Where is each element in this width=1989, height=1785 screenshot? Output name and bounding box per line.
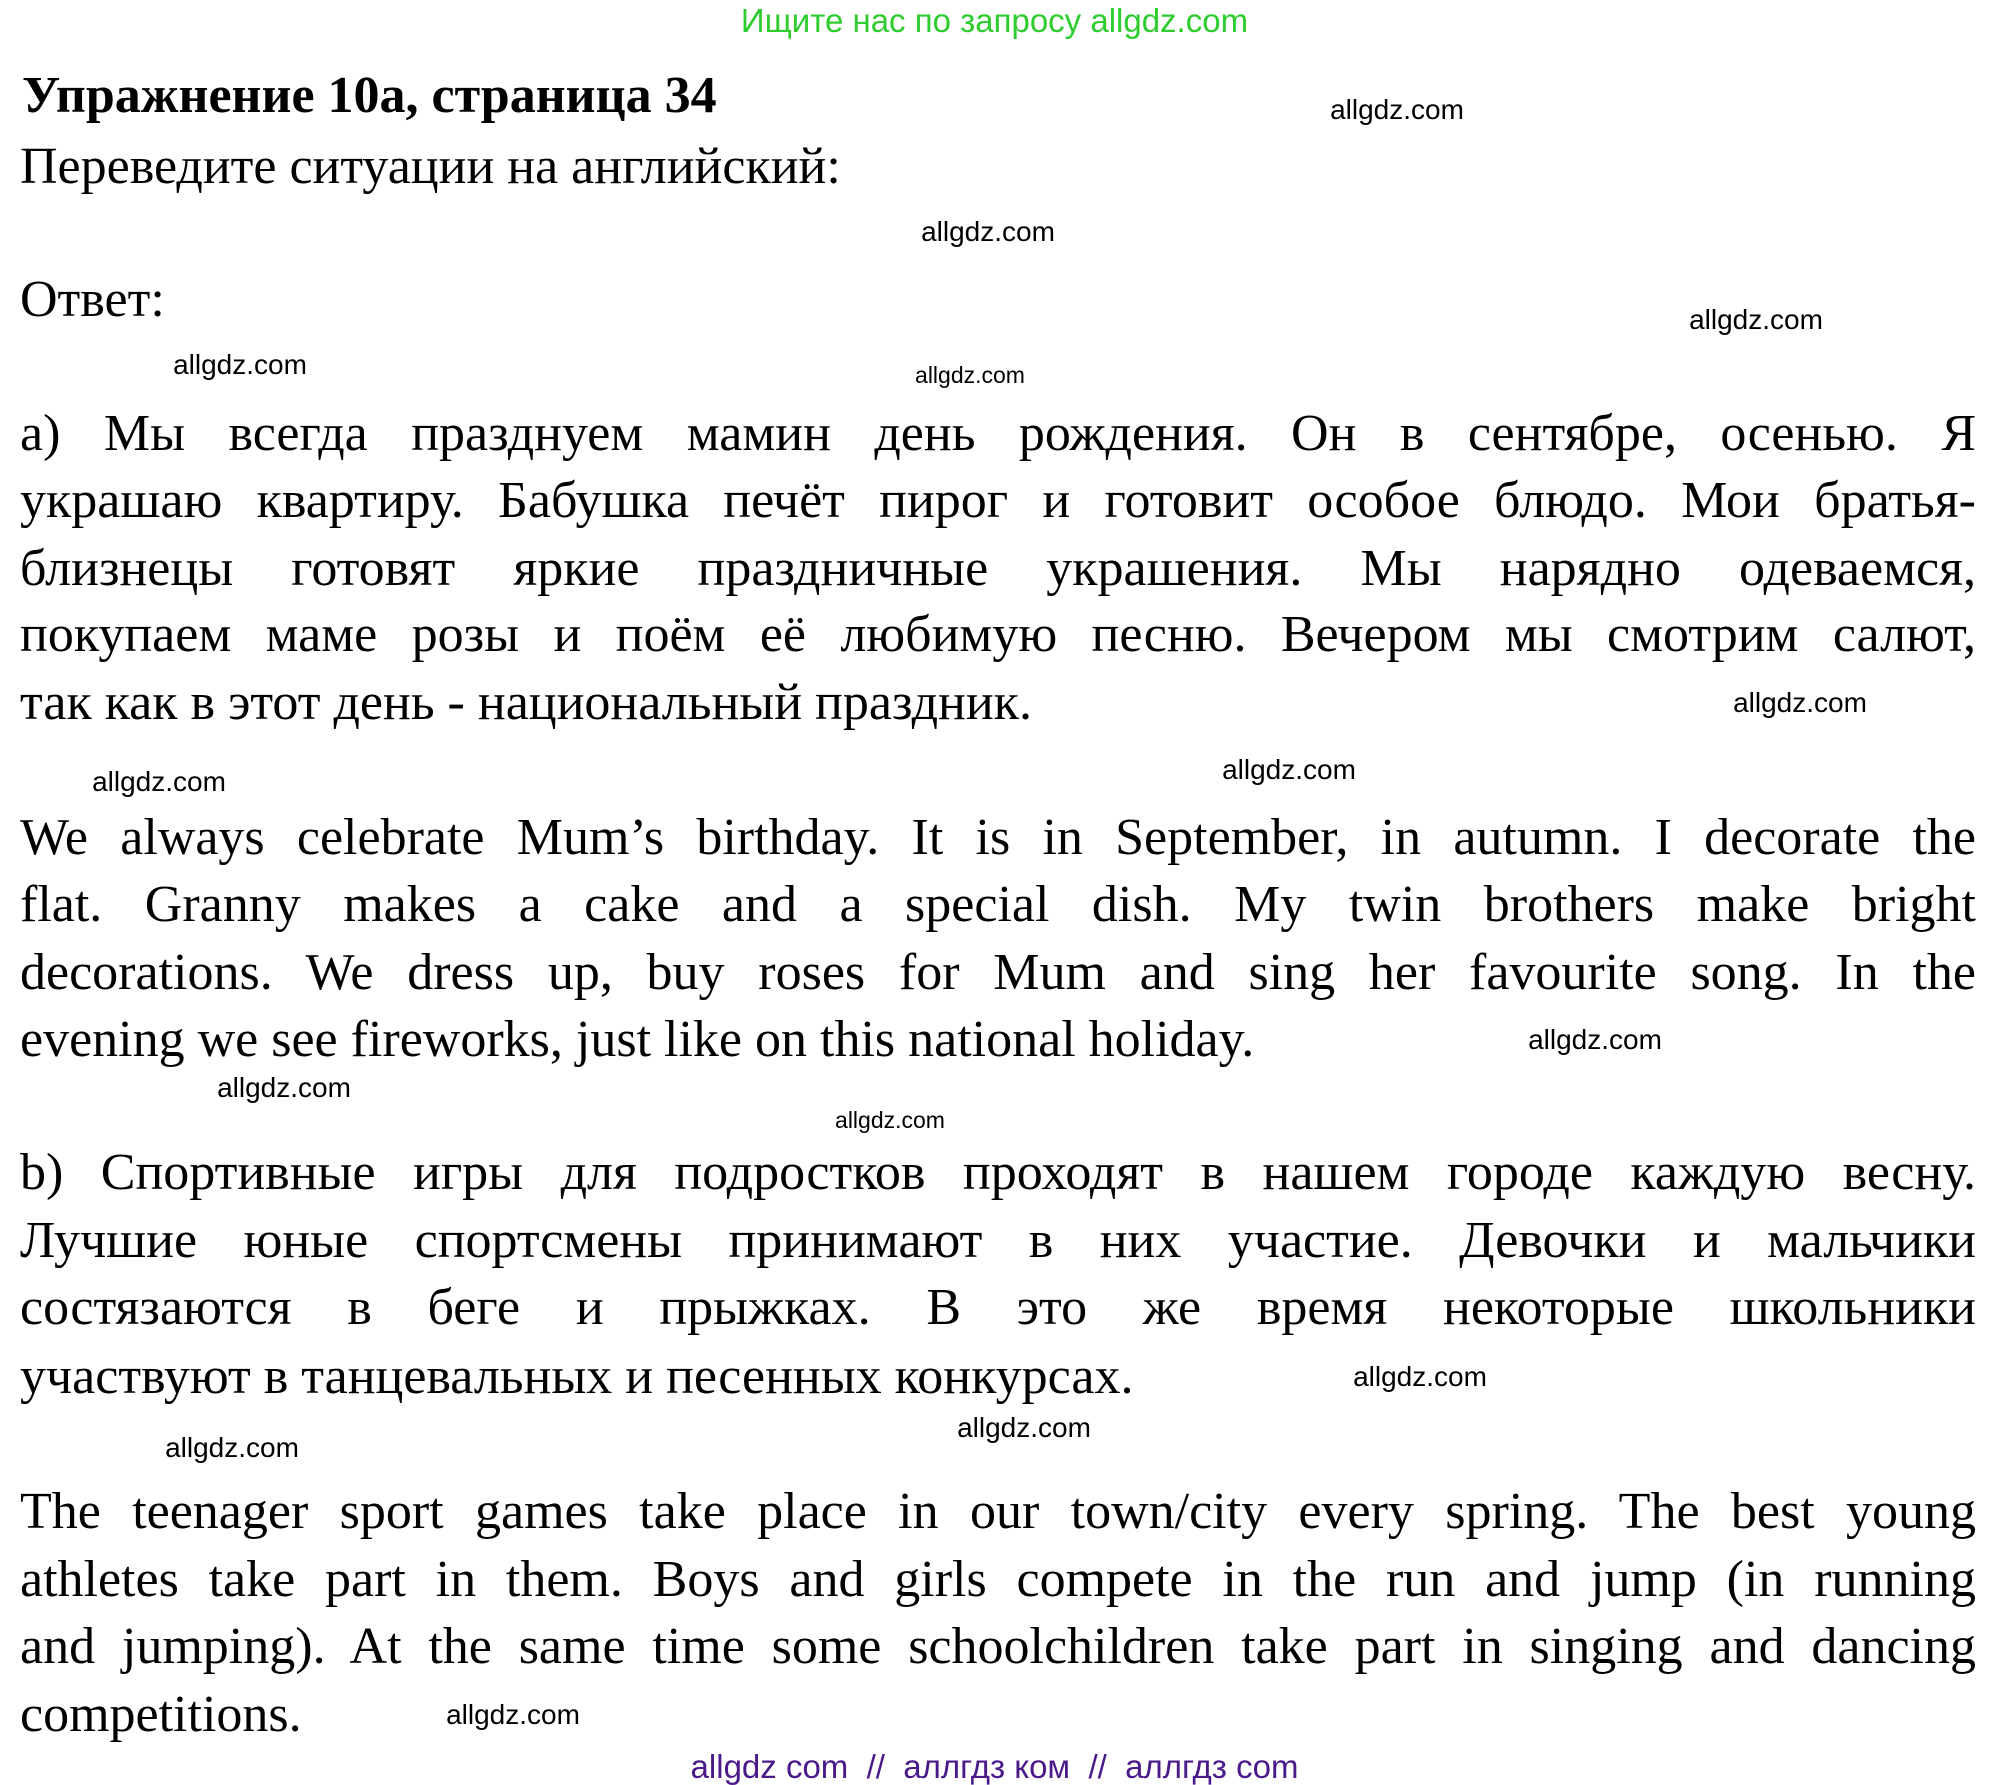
text-line: decorations. We dress up, buy roses for Mum and sing her favourite song. In the bbox=[20, 944, 1976, 1001]
text-line: состязаются в беге и прыжках. В это же время некоторые школьники bbox=[20, 1279, 1976, 1336]
text-line: The teenager sport games take place in our town/city every spring. The best young bbox=[20, 1483, 1976, 1540]
watermark-text: allgdz.com bbox=[957, 1412, 1091, 1443]
watermark-text: allgdz.com bbox=[1689, 304, 1823, 335]
watermark-text: allgdz.com bbox=[921, 216, 1055, 247]
footer-links[interactable]: allgdz com // аллгдз ком // аллгдз com bbox=[690, 1748, 1299, 1785]
text-line: We always celebrate Mum’s birthday. It is in September, in autumn. I decorate the bbox=[20, 809, 1976, 866]
text-line: близнецы готовят яркие праздничные украшения. Мы нарядно одеваемся, bbox=[20, 540, 1976, 597]
answer-label: Ответ: bbox=[20, 271, 165, 328]
watermark-text: allgdz.com bbox=[1353, 1361, 1487, 1392]
text-line: evening we see fireworks, just like on this national holiday. bbox=[20, 1011, 1255, 1068]
text-line: покупаем маме розы и поём её любимую песню. Вечером мы смотрим салют, bbox=[20, 606, 1976, 663]
watermark-text: allgdz.com bbox=[1733, 687, 1867, 718]
watermark-text: allgdz.com bbox=[446, 1699, 580, 1730]
watermark-text: allgdz.com bbox=[915, 362, 1025, 388]
exercise-title: Упражнение 10а, страница 34 bbox=[22, 67, 717, 124]
text-line: b) Спортивные игры для подростков проходят в нашем городе каждую весну. bbox=[20, 1144, 1976, 1201]
text-line: украшаю квартиру. Бабушка печёт пирог и готовит особое блюдо. Мои братья- bbox=[20, 472, 1976, 529]
watermark-text: allgdz.com bbox=[173, 349, 307, 380]
text-line: flat. Granny makes a cake and a special dish. My twin brothers make bright bbox=[20, 876, 1976, 933]
watermark-text: allgdz.com bbox=[835, 1107, 945, 1133]
text-line: and jumping). At the same time some schoolchildren take part in singing and dancing bbox=[20, 1618, 1976, 1675]
watermark-text: allgdz.com bbox=[92, 766, 226, 797]
text-line: athletes take part in them. Boys and girls compete in the run and jump (in running bbox=[20, 1551, 1976, 1608]
watermark-text: allgdz.com bbox=[1528, 1024, 1662, 1055]
text-line: а) Мы всегда празднуем мамин день рождения. Он в сентябре, осенью. Я bbox=[20, 405, 1976, 462]
watermark-text: allgdz.com bbox=[1330, 94, 1464, 125]
top-banner[interactable]: Ищите нас по запросу allgdz.com bbox=[740, 2, 1249, 39]
instruction-text: Переведите ситуации на английский: bbox=[20, 138, 841, 195]
text-line: competitions. bbox=[20, 1686, 302, 1743]
watermark-text: allgdz.com bbox=[217, 1072, 351, 1103]
text-line: так как в этот день - национальный праздник. bbox=[20, 674, 1032, 731]
watermark-text: allgdz.com bbox=[1222, 754, 1356, 785]
text-line: участвуют в танцевальных и песенных конкурсах. bbox=[20, 1348, 1134, 1405]
text-line: Лучшие юные спортсмены принимают в них участие. Девочки и мальчики bbox=[20, 1212, 1976, 1269]
watermark-text: allgdz.com bbox=[165, 1432, 299, 1463]
